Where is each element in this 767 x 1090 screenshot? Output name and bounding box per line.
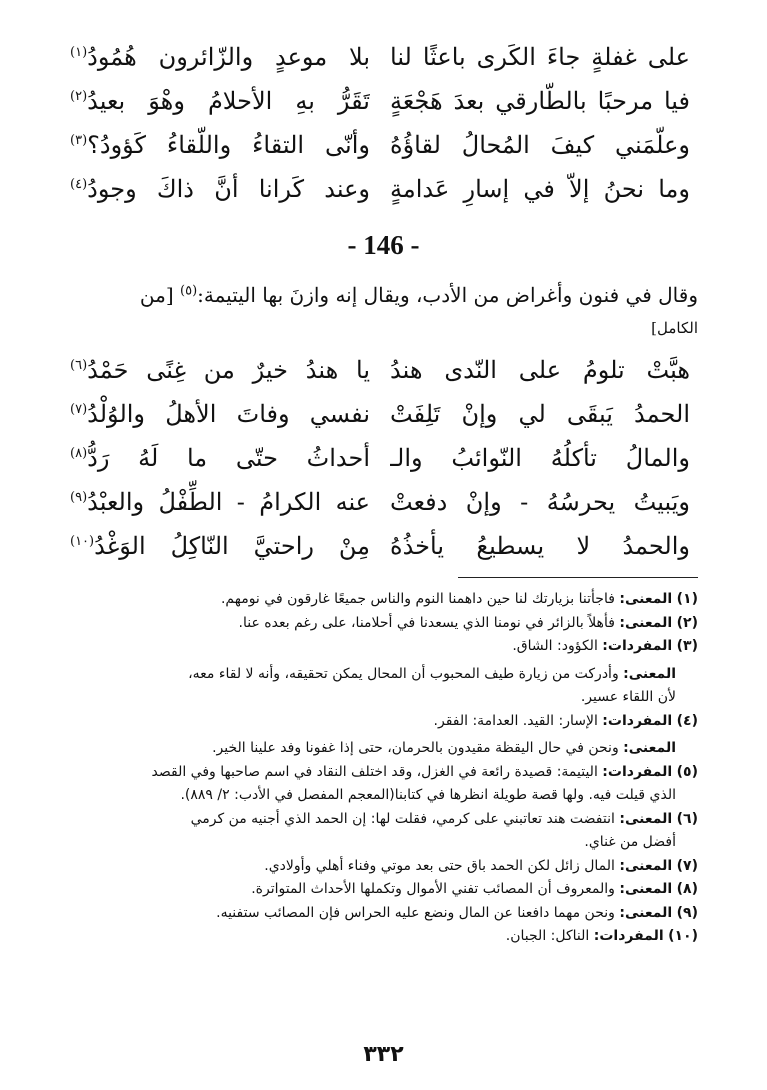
verse-line: [70, 35, 690, 79]
footnote-continuation: الذي قيلت فيه. ولها قصة طويلة انظرها في كتابنا(المعجم المفصل في الأدب: ٢/ ٨٨٩).: [180, 787, 676, 803]
footnote-text: فاجأتنا بزيارتك لنا حين داهمنا النوم والناس جميعًا غارقون في نومهم.: [220, 591, 615, 607]
footnote-number: (٢): [676, 614, 698, 631]
footnote-ref: (١): [70, 45, 88, 60]
footnote-label: المعنى:: [619, 614, 673, 631]
verse-first-hemistich: على غفلةٍ جاءَ الكَرى باعثًا لنا: [390, 43, 690, 71]
verse-line: [70, 436, 690, 480]
verse-first-hemistich: الحمدُ يَبقَى لي وإنْ تَلِفَتْ: [390, 400, 690, 428]
page-number: ٣٣٢: [363, 1042, 404, 1067]
verse-first-hemistich: والمالُ تأكلُهُ النّوائبُ والـ: [390, 444, 690, 472]
verse-second-text: وأنّى التقاءُ واللّقاءُ كَؤودُ؟: [87, 131, 370, 159]
verse-line: [70, 524, 690, 568]
footnote: [68, 588, 698, 612]
footnote-ref: (٨): [70, 446, 88, 461]
footnote-number: (٧): [676, 857, 698, 874]
verse-second-hemistich: [70, 524, 370, 568]
verse-second-hemistich: [70, 480, 370, 524]
footnote-label: المعنى:: [619, 881, 673, 897]
verse-line: [70, 167, 690, 211]
footnote-label: المعنى:: [619, 857, 673, 874]
footnote-number: (١٠): [668, 928, 698, 944]
poem-main: [70, 348, 690, 568]
verse-second-text: وعند كَرانا أنَّ ذاكَ وجودُ: [87, 175, 370, 203]
footnote: [68, 855, 698, 879]
verse-second-text: بلا موعدٍ والزّائرون هُمُودُ: [87, 43, 370, 71]
verse-first-hemistich: وعلّمَني كيفَ المُحالُ لقاؤُهُ: [390, 131, 690, 159]
verse-line: [70, 480, 690, 524]
footnote: [68, 710, 698, 734]
poem-number: - 146 -: [347, 230, 420, 260]
footnote-number: (١): [676, 591, 698, 607]
footnote-ref: (٩): [70, 490, 88, 505]
meter-open: [من: [139, 283, 174, 307]
verse-first-hemistich: والحمدُ لا يسطيعُ يأخذُهُ: [390, 532, 690, 560]
footnote-number: (٣): [676, 638, 698, 654]
poem-top: [70, 35, 690, 211]
footnote-number: (٥): [676, 763, 698, 780]
footnote-ref: (٧): [70, 402, 88, 417]
footnote-ref: (١٠): [70, 534, 95, 549]
footnote-label: المعنى:: [623, 665, 676, 682]
footnotes: [68, 588, 698, 949]
verse-first-hemistich: وما نحنُ إلاّ في إسارِ عَدامةٍ: [390, 175, 690, 203]
footnote: [68, 663, 698, 687]
footnote: [68, 925, 698, 949]
verse-line: [70, 392, 690, 436]
verse-first-hemistich: فيا مرحبًا بالطّارقي بعدَ هَجْعَةٍ: [390, 87, 690, 115]
footnote: [68, 612, 698, 636]
verse-second-text: عنه الكرامُ - الطِّفْلُ والعبْدُ: [87, 488, 370, 516]
footnote-text: وأدركت من زيارة طيف المحبوب أن المحال يمكن تحقيقه، وأنه لا لقاء معه،: [188, 665, 619, 682]
footnote: [68, 737, 698, 761]
footnote-label: المفردات:: [593, 928, 664, 944]
verse-line: [70, 348, 690, 392]
footnote-ref: (٦): [70, 358, 88, 373]
verse-second-hemistich: [70, 167, 370, 211]
footnote: [68, 902, 698, 926]
footnote-continuation: لأن اللقاء عسير.: [580, 689, 676, 705]
footnote-ref: (٢): [70, 89, 88, 104]
verse-first-hemistich: هبَّتْ تلومُ على النّدى هندُ: [390, 356, 690, 384]
footnote-text: الإسار: القيد. العدامة: الفقر.: [433, 712, 598, 729]
footnote-label: المعنى:: [619, 904, 673, 921]
verse-second-text: تَقَرُّ بهِ الأحلامُ وهْوَ بعيدُ: [87, 87, 370, 115]
footnote-number: (٤): [676, 712, 698, 729]
footnote-number: (٦): [676, 810, 698, 827]
footnote-continuation: أفضل من غناي.: [584, 834, 676, 850]
footnote-label: المفردات:: [602, 763, 673, 780]
intro-text: وقال في فنون وأغراض من الأدب، ويقال إنه وازنَ بها اليتيمة:: [197, 283, 698, 307]
footnote-text: ونحن مهما دافعنا عن المال ونضع عليه الحراس فإن المصائب ستفنيه.: [216, 904, 615, 921]
footnote-text: الكؤود: الشاق.: [512, 638, 598, 654]
verse-second-hemistich: [70, 436, 370, 480]
verse-second-hemistich: [70, 35, 370, 79]
verse-first-hemistich: ويَبيتُ يحرسُهُ - وإنْ دفعتْ: [390, 488, 690, 516]
verse-line: [70, 123, 690, 167]
footnote-ref: (٥): [180, 283, 198, 299]
footnote-label: المفردات:: [602, 712, 673, 729]
verse-second-hemistich: [70, 348, 370, 392]
poem-intro: [68, 283, 698, 307]
footnote: [68, 635, 698, 659]
meter-close: الكامل]: [651, 319, 698, 337]
footnote-text: ونحن في حال اليقظة مقيدون بالحرمان، حتى إذا غفونا وفد علينا الخير.: [212, 740, 619, 756]
verse-line: [70, 79, 690, 123]
footnote-text: اليتيمة: قصيدة رائعة في الغزل، وقد اختلف النقاد في اسم صاحبها وفي القصد: [151, 763, 598, 780]
footnote-ref: (٤): [70, 177, 88, 192]
verse-second-hemistich: [70, 392, 370, 436]
footnote-label: المعنى:: [619, 810, 673, 827]
footnote-separator: [458, 577, 698, 578]
verse-second-text: نفسي وفاتَ الأهلُ والوُلْدُ: [87, 400, 370, 428]
footnote-ref: (٣): [70, 133, 88, 148]
footnote-label: المعنى:: [619, 591, 673, 607]
footnote-number: (٨): [676, 881, 698, 897]
footnote-number: (٩): [676, 904, 698, 921]
footnote-text: الناكل: الجبان.: [505, 928, 590, 944]
verse-second-text: مِنْ راحتيَّ النّاكِلُ الوَغْدُ: [94, 532, 370, 560]
verse-second-text: يا هندُ خيرٌ من غِنًى حَمْدُ: [87, 356, 370, 384]
footnote-text: فأهلاً بالزائر في نومنا الذي يسعدنا في أحلامنا، على رغم بعده عنا.: [238, 614, 615, 631]
verse-second-hemistich: [70, 79, 370, 123]
footnote-label: المعنى:: [623, 740, 676, 756]
footnote: [68, 808, 698, 832]
verse-second-text: أحداثُ حتّى ما لَهُ رَدُّ: [87, 444, 370, 472]
verse-second-hemistich: [70, 123, 370, 167]
footnote-text: والمعروف أن المصائب تفني الأموال وتكملها الأحداث المتواترة.: [251, 881, 615, 897]
footnote: [68, 761, 698, 785]
footnote-text: انتفضت هند تعاتبني على كرمي، فقلت لها: إن الحمد الذي أجنيه من كرمي: [190, 810, 615, 827]
footnote: [68, 878, 698, 902]
footnote-text: المال زائل لكن الحمد باق حتى بعد موتي وفناء أهلي وأولادي.: [264, 857, 615, 874]
footnote-label: المفردات:: [602, 638, 673, 654]
